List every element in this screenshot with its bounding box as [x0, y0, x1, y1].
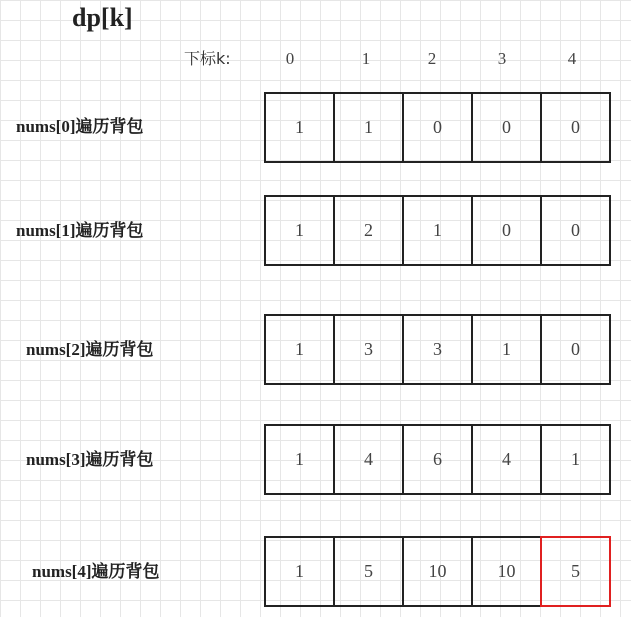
dp-cell-4-1: 5: [333, 536, 404, 607]
dp-cell-3-2: 6: [402, 424, 473, 495]
dp-cell-1-3: 0: [471, 195, 542, 266]
dp-cell-4-0: 1: [264, 536, 335, 607]
dp-cell-2-2: 3: [402, 314, 473, 385]
dp-cell-0-1: 1: [333, 92, 404, 163]
dp-cell-4-3: 10: [471, 536, 542, 607]
dp-cell-3-3: 4: [471, 424, 542, 495]
index-4: 4: [567, 49, 577, 68]
index-3: 3: [497, 49, 507, 68]
row-label-nums2: nums[2]遍历背包: [26, 340, 154, 359]
dp-cell-2-1: 3: [333, 314, 404, 385]
dp-cell-3-1: 4: [333, 424, 404, 495]
dp-cell-1-0: 1: [264, 195, 335, 266]
dp-cell-2-4: 0: [540, 314, 611, 385]
dp-cell-0-0: 1: [264, 92, 335, 163]
dp-cell-1-1: 2: [333, 195, 404, 266]
dp-cell-4-4-highlighted: 5: [540, 536, 611, 607]
dp-cell-2-0: 1: [264, 314, 335, 385]
row-label-nums3: nums[3]遍历背包: [26, 450, 154, 469]
index-2: 2: [427, 49, 437, 68]
dp-row-2: [264, 314, 619, 385]
dp-cell-0-2: 0: [402, 92, 473, 163]
dp-cell-3-4: 1: [540, 424, 611, 495]
dp-row-4: [264, 536, 619, 607]
row-label-nums4: nums[4]遍历背包: [32, 562, 160, 581]
row-label-nums0: nums[0]遍历背包: [16, 117, 144, 136]
index-1: 1: [361, 49, 371, 68]
diagram-title: dp[k]: [72, 3, 133, 32]
dp-cell-2-3: 1: [471, 314, 542, 385]
index-0: 0: [285, 49, 295, 68]
dp-row-3: [264, 424, 619, 495]
dp-cell-4-2: 10: [402, 536, 473, 607]
dp-cell-3-0: 1: [264, 424, 335, 495]
index-label: 下标k:: [184, 49, 231, 68]
dp-row-0: [264, 92, 619, 163]
dp-cell-1-2: 1: [402, 195, 473, 266]
dp-cell-1-4: 0: [540, 195, 611, 266]
dp-row-1: [264, 195, 619, 266]
dp-cell-0-4: 0: [540, 92, 611, 163]
row-label-nums1: nums[1]遍历背包: [16, 221, 144, 240]
dp-cell-0-3: 0: [471, 92, 542, 163]
